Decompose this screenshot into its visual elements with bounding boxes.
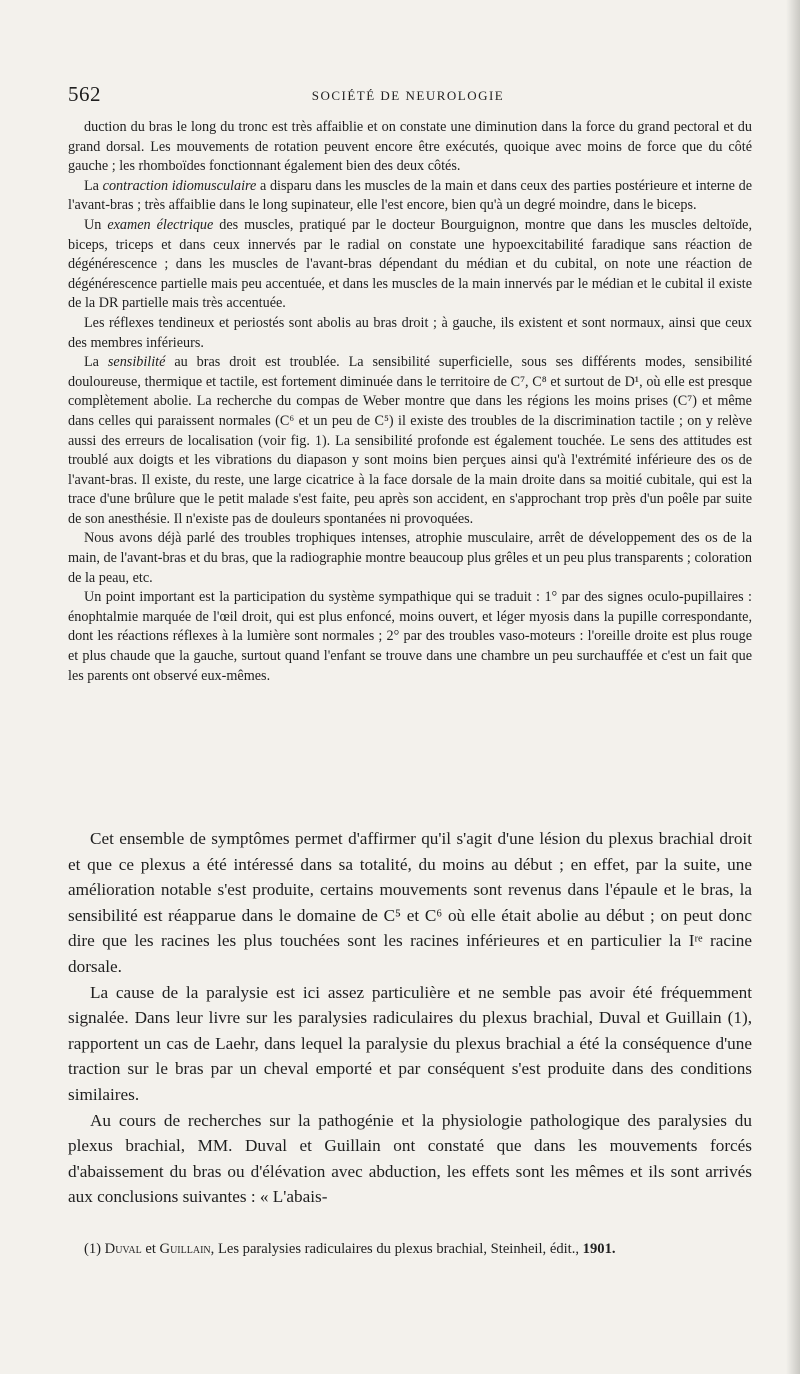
italic-term: sensibilité xyxy=(107,354,166,371)
paragraph-research: Au cours de recherches sur la pathogénie et la physiologie pathologique des paralysies du plexus brachial, MM. Duval et Guillain ont constaté que dans les mouvements forcés d'abaissement du bras ou d'élévation avec abduction, les effets sont les mêmes et ils sont arrivés aux conclusions suivantes : « L'abais- xyxy=(68,1110,752,1207)
paragraph-trophic: Nous avons déjà parlé des troubles trophiques intenses, atrophie musculaire, arrêt de développement des os de la main, de l'avant-bras et du bras, que la radiographie montre beaucoup plus grêles et un peu plus transparents ; coloration de la peau, etc. xyxy=(68,530,752,586)
discussion xyxy=(68,826,752,1210)
paragraph-reflexes: Les réflexes tendineux et periostés sont abolis au bras droit ; à gauche, ils existent et sont normaux, ainsi que ceux des membres inférieurs. xyxy=(68,314,752,351)
italic-term: examen électrique xyxy=(107,216,214,233)
case-description xyxy=(68,118,752,686)
footnote xyxy=(68,1240,752,1260)
page-number: 562 xyxy=(68,82,101,106)
paragraph-sensibility: La sensibilité au bras droit est troublée. La sensibilité superficielle, sous ses différents modes, sensibilité douloureuse, thermique et tactile, est fortement diminuée dans le territoire de C⁷, C⁸ et surtout de D¹, où elle est presque complètement abolie. La recherche du compas de Weber montre que dans les régions les moins prises (C⁷) et même dans celles qui paraissent normales (C⁶ et un peu de C⁵) il existe des troubles de la discrimination tactile ; on y relève aussi des erreurs de localisation (voir fig. 1). La sensibilité profonde est également touchée. Le sens des attitudes est troublé aux doigts et les vibrations du diapason y sont moins bien perçues ainsi qu'à l'extrémité inférieure des os de l'avant-bras. Il existe, du reste, une large cicatrice à la face dorsale de la main droite dans sa moitié cubitale, qui est la trace d'une brûlure que le petit malade s'est faite, peu après son accident, en s'approchant trop près d'un poêle par suite de son anesthésie. Il n'existe pas de douleurs spontanées ni provoquées. xyxy=(68,354,752,527)
footnote-author: Guillain xyxy=(159,1241,211,1257)
paragraph-contraction: La contraction idiomusculaire a disparu dans les muscles de la main et dans ceux des parties postérieure et interne de l'avant-bras ; très affaiblie dans le long supinateur, elle l'est encore, bien qu'à un degré moindre, dans le biceps. xyxy=(68,177,752,214)
paragraph-sympathetic: Un point important est la participation du système sympathique qui se traduit : 1° par des signes oculo-pupillaires : énophtalmie marquée de l'œil droit, qui est plus enfoncé, moins ouvert, et léger myosis dans la pupille correspondante, dont les réactions réflexes à la lumière sont normales ; 2° par des troubles vaso-moteurs : l'oreille droite est plus rouge et plus chaude que la gauche, surtout quand l'enfant se trouve dans une chambre un peu surchauffée et c'est un fait que les parents ont observé eux-mêmes. xyxy=(68,589,752,684)
paragraph-adduction: duction du bras le long du tronc est très affaiblie et on constate une diminution dans la force du grand pectoral et du grand dorsal. Les mouvements de rotation peuvent encore être exécutés, quoique avec moins de force que du côté gauche ; les rhomboïdes fonctionnant également bien des deux côtés. xyxy=(68,119,752,175)
footnote-author: Duval xyxy=(104,1241,142,1257)
footnote-year: 1901. xyxy=(582,1241,616,1257)
running-head: SOCIÉTÉ DE NEUROLOGIE xyxy=(311,88,505,103)
italic-term: contraction idiomusculaire xyxy=(102,177,257,194)
footnote-text: (1) Duval et Guillain, Les paralysies radiculaires du plexus brachial, Steinheil, édit., 1901. xyxy=(84,1241,616,1257)
paragraph-electrical-exam: Un examen électrique des muscles, pratiqué par le docteur Bourguignon, montre que dans les muscles deltoïde, biceps, triceps et dans ceux innervés par le radial on constate une hypoexcitabilité faradique sans réaction de dégénérescence ; dans les muscles de l'avant-bras dépendant du médian et du cubital, on note une réaction de dégénérescence partielle mais peu accentuée, et dans les muscles de la main innervés par le médian et le cubital il existe de la DR partielle mais très accentuée. xyxy=(68,216,753,312)
page-header xyxy=(68,82,748,112)
page-edge-shadow xyxy=(786,0,800,1374)
paragraph-cause: La cause de la paralysie est ici assez particulière et ne semble pas avoir été fréquemment signalée. Dans leur livre sur les paralysies radiculaires du plexus brachial, Duval et Guillain (1), rapportent un cas de Laehr, dans lequel la paralysie du plexus brachial a été la conséquence d'une traction sur le bras par un cheval emporté et par conséquent s'est produite dans des conditions similaires. xyxy=(68,982,752,1104)
paragraph-conclusion: Cet ensemble de symptômes permet d'affirmer qu'il s'agit d'une lésion du plexus brachial droit et que ce plexus a été intéressé dans sa totalité, du moins au début ; en effet, par la suite, une amélioration notable s'est produite, certains mouvements sont revenus dans l'épaule et le bras, la sensibilité est réapparue dans le domaine de C⁵ et C⁶ où elle était abolie au début ; on peut donc dire que les racines les plus touchées sont les racines inférieures et en particulier la Iʳᵉ racine dorsale. xyxy=(68,829,752,976)
